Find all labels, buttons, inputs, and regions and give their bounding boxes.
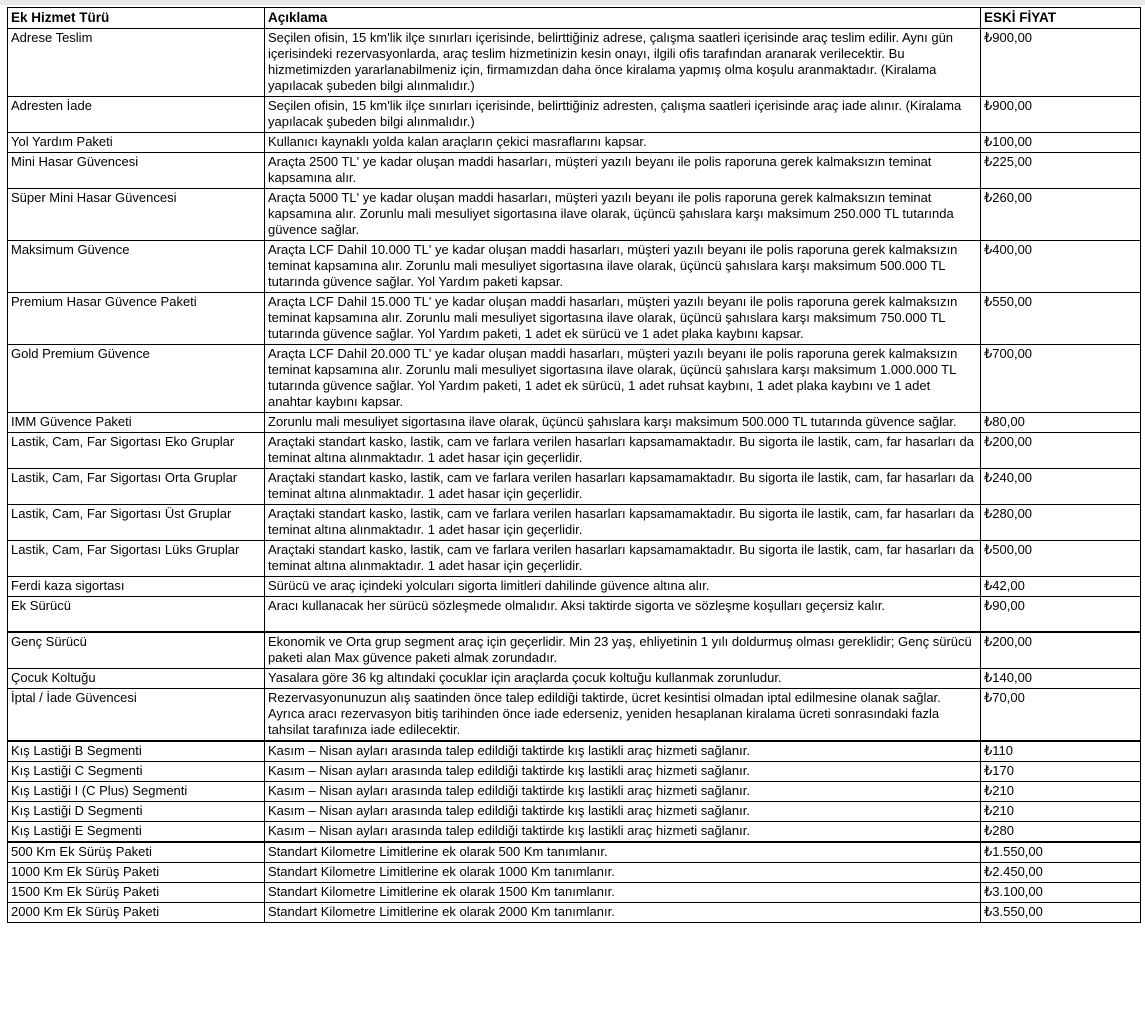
old-price-cell: ₺210 — [981, 802, 1141, 822]
old-price-cell: ₺3.550,00 — [981, 903, 1141, 923]
table-row — [8, 133, 1141, 153]
old-price-cell: ₺240,00 — [981, 469, 1141, 505]
old-price-cell: ₺500,00 — [981, 541, 1141, 577]
description-cell: Seçilen ofisin, 15 km'lik ilçe sınırları içerisinde, belirttiğiniz adresten, çalışma saatleri içerisinde araç iade alınır. (Kiralama yapılacak şubeden bilgi alınmalıdır.) — [265, 97, 981, 133]
table-row — [8, 822, 1141, 843]
description-cell: Kasım – Nisan ayları arasında talep edildiği taktirde kış lastikli araç hizmeti sağlanır. — [265, 822, 981, 843]
service-name-cell: Mini Hasar Güvencesi — [8, 153, 265, 189]
description-cell: Kullanıcı kaynaklı yolda kalan araçların çekici masraflarını kapsar. — [265, 133, 981, 153]
old-price-cell: ₺140,00 — [981, 669, 1141, 689]
header-row — [8, 8, 1141, 29]
service-name-cell: Adrese Teslim — [8, 29, 265, 97]
old-price-cell: ₺225,00 — [981, 153, 1141, 189]
table-row — [8, 345, 1141, 413]
table-row — [8, 541, 1141, 577]
old-price-cell: ₺2.450,00 — [981, 863, 1141, 883]
old-price-cell: ₺3.100,00 — [981, 883, 1141, 903]
description-cell: Standart Kilometre Limitlerine ek olarak 1000 Km tanımlanır. — [265, 863, 981, 883]
table-row — [8, 413, 1141, 433]
table-row — [8, 669, 1141, 689]
description-cell: Araçta 5000 TL' ye kadar oluşan maddi hasarları, müşteri yazılı beyanı ile polis raporuna gerek kalmaksızın teminat kapsamına alır. Zorunlu mali mesuliyet sigortasına ilave olarak, üçüncü şahıslara karşı maksimum 250.000 TL tutarında güvence sağlar. — [265, 189, 981, 241]
service-name-cell: Lastik, Cam, Far Sigortası Üst Gruplar — [8, 505, 265, 541]
description-cell: Zorunlu mali mesuliyet sigortasına ilave olarak, üçüncü şahıslara karşı maksimum 500.000 TL tutarında güvence sağlar. — [265, 413, 981, 433]
service-name-cell: Yol Yardım Paketi — [8, 133, 265, 153]
description-cell: Standart Kilometre Limitlerine ek olarak 500 Km tanımlanır. — [265, 842, 981, 863]
service-name-cell: Lastik, Cam, Far Sigortası Orta Gruplar — [8, 469, 265, 505]
table-row — [8, 597, 1141, 633]
service-name-cell: 1000 Km Ek Sürüş Paketi — [8, 863, 265, 883]
table-header — [8, 8, 1141, 29]
old-price-cell: ₺200,00 — [981, 632, 1141, 669]
description-cell: Standart Kilometre Limitlerine ek olarak 1500 Km tanımlanır. — [265, 883, 981, 903]
service-name-cell: Ferdi kaza sigortası — [8, 577, 265, 597]
table-row — [8, 189, 1141, 241]
service-name-cell: 500 Km Ek Sürüş Paketi — [8, 842, 265, 863]
table-row — [8, 903, 1141, 923]
description-cell: Araçtaki standart kasko, lastik, cam ve farlara verilen hasarları kapsamamaktadır. Bu sigorta ile lastik, cam, far hasarları da teminat altına alınmaktadır. 1 adet hasar için geçerlidir. — [265, 433, 981, 469]
table-row — [8, 293, 1141, 345]
table-row — [8, 782, 1141, 802]
column-header-service-type: Ek Hizmet Türü — [8, 8, 265, 29]
table-row — [8, 153, 1141, 189]
column-header-old-price: ESKİ FİYAT — [981, 8, 1141, 29]
service-name-cell: Premium Hasar Güvence Paketi — [8, 293, 265, 345]
service-name-cell: Maksimum Güvence — [8, 241, 265, 293]
column-header-description: Açıklama — [265, 8, 981, 29]
description-cell: Aracı kullanacak her sürücü sözleşmede olmalıdır. Aksi taktirde sigorta ve sözleşme koşulları geçersiz kalır. — [265, 597, 981, 633]
table-row — [8, 505, 1141, 541]
service-name-cell: Lastik, Cam, Far Sigortası Eko Gruplar — [8, 433, 265, 469]
table-row — [8, 632, 1141, 669]
description-cell: Araçta LCF Dahil 10.000 TL' ye kadar oluşan maddi hasarları, müşteri yazılı beyanı ile polis raporuna gerek kalmaksızın teminat kapsamına alır. Zorunlu mali mesuliyet sigortasına ilave olarak, üçüncü şahıslara karşı maksimum 500.000 TL tutarında güvence sağlar. Yol Yardım paketi kapsar. — [265, 241, 981, 293]
description-cell: Araçta 2500 TL' ye kadar oluşan maddi hasarları, müşteri yazılı beyanı ile polis raporuna gerek kalmaksızın teminat kapsamına alır. — [265, 153, 981, 189]
old-price-cell: ₺200,00 — [981, 433, 1141, 469]
table-row — [8, 469, 1141, 505]
table-row — [8, 577, 1141, 597]
old-price-cell: ₺900,00 — [981, 29, 1141, 97]
service-name-cell: Gold Premium Güvence — [8, 345, 265, 413]
service-name-cell: Ek Sürücü — [8, 597, 265, 633]
old-price-cell: ₺550,00 — [981, 293, 1141, 345]
old-price-cell: ₺90,00 — [981, 597, 1141, 633]
old-price-cell: ₺210 — [981, 782, 1141, 802]
table-row — [8, 433, 1141, 469]
table-row — [8, 241, 1141, 293]
service-name-cell: 2000 Km Ek Sürüş Paketi — [8, 903, 265, 923]
table-row — [8, 842, 1141, 863]
table-row — [8, 762, 1141, 782]
service-name-cell: Süper Mini Hasar Güvencesi — [8, 189, 265, 241]
description-cell: Kasım – Nisan ayları arasında talep edildiği taktirde kış lastikli araç hizmeti sağlanır. — [265, 741, 981, 762]
old-price-cell: ₺70,00 — [981, 689, 1141, 742]
description-cell: Araçtaki standart kasko, lastik, cam ve farlara verilen hasarları kapsamamaktadır. Bu sigorta ile lastik, cam, far hasarları da teminat altına alınmaktadır. 1 adet hasar için geçerlidir. — [265, 541, 981, 577]
description-cell: Kasım – Nisan ayları arasında talep edildiği taktirde kış lastikli araç hizmeti sağlanır. — [265, 762, 981, 782]
description-cell: Kasım – Nisan ayları arasında talep edildiği taktirde kış lastikli araç hizmeti sağlanır. — [265, 802, 981, 822]
service-name-cell: Kış Lastiği D Segmenti — [8, 802, 265, 822]
description-cell: Araçta LCF Dahil 15.000 TL' ye kadar oluşan maddi hasarları, müşteri yazılı beyanı ile polis raporuna gerek kalmaksızın teminat kapsamına alır. Zorunlu mali mesuliyet sigortasına ilave olarak, üçüncü şahıslara karşı maksimum 750.000 TL tutarında güvence sağlar. Yol Yardım paketi, 1 adet ek sürücü ve 1 adet plaka kaybını kapsar. — [265, 293, 981, 345]
old-price-cell: ₺280,00 — [981, 505, 1141, 541]
old-price-cell: ₺280 — [981, 822, 1141, 843]
table-row — [8, 689, 1141, 742]
service-name-cell: Genç Sürücü — [8, 632, 265, 669]
service-name-cell: Lastik, Cam, Far Sigortası Lüks Gruplar — [8, 541, 265, 577]
service-name-cell: Adresten İade — [8, 97, 265, 133]
table-row — [8, 29, 1141, 97]
extra-services-price-table — [7, 7, 1141, 923]
table-row — [8, 97, 1141, 133]
description-cell: Araçtaki standart kasko, lastik, cam ve farlara verilen hasarları kapsamamaktadır. Bu sigorta ile lastik, cam, far hasarları da teminat altına alınmaktadır. 1 adet hasar için geçerlidir. — [265, 469, 981, 505]
table-body — [8, 29, 1141, 923]
old-price-cell: ₺900,00 — [981, 97, 1141, 133]
description-cell: Araçta LCF Dahil 20.000 TL' ye kadar oluşan maddi hasarları, müşteri yazılı beyanı ile polis raporuna gerek kalmaksızın teminat kapsamına alır. Zorunlu mali mesuliyet sigortasına ilave olarak, üçüncü şahıslara karşı maksimum 1.000.000 TL tutarında güvence sağlar. Yol Yardım paketi, 1 adet ek sürücü, 1 adet ruhsat kaybını, 1 adet plaka kaybını ve 1 adet anahtar kaybını kapsar. — [265, 345, 981, 413]
service-name-cell: Kış Lastiği E Segmenti — [8, 822, 265, 843]
table-row — [8, 741, 1141, 762]
old-price-cell: ₺170 — [981, 762, 1141, 782]
description-cell: Yasalara göre 36 kg altındaki çocuklar için araçlarda çocuk koltuğu kullanmak zorunludur. — [265, 669, 981, 689]
service-name-cell: Kış Lastiği I (C Plus) Segmenti — [8, 782, 265, 802]
old-price-cell: ₺700,00 — [981, 345, 1141, 413]
old-price-cell: ₺1.550,00 — [981, 842, 1141, 863]
old-price-cell: ₺260,00 — [981, 189, 1141, 241]
service-name-cell: 1500 Km Ek Sürüş Paketi — [8, 883, 265, 903]
service-name-cell: IMM Güvence Paketi — [8, 413, 265, 433]
old-price-cell: ₺110 — [981, 741, 1141, 762]
old-price-cell: ₺80,00 — [981, 413, 1141, 433]
table-row — [8, 863, 1141, 883]
window-edge-strip — [0, 0, 1145, 5]
description-cell: Kasım – Nisan ayları arasında talep edildiği taktirde kış lastikli araç hizmeti sağlanır. — [265, 782, 981, 802]
description-cell: Seçilen ofisin, 15 km'lik ilçe sınırları içerisinde, belirttiğiniz adrese, çalışma saatleri içerisinde araç teslim edilir. Aynı gün içerisindeki rezervasyonlarda, araç teslim hizmetinizin kesin onayı, ilgili ofis tarafından aranarak verilecektir. Bu hizmetimizden yararlanabilmeniz için, firmamızdan daha önce kiralama yapmış olma koşulu aranmaktadır. (Kiralama yapılacak şubeden bilgi alınmalıdır.) — [265, 29, 981, 97]
old-price-cell: ₺400,00 — [981, 241, 1141, 293]
description-cell: Araçtaki standart kasko, lastik, cam ve farlara verilen hasarları kapsamamaktadır. Bu sigorta ile lastik, cam, far hasarları da teminat altına alınmaktadır. 1 adet hasar için geçerlidir. — [265, 505, 981, 541]
table-row — [8, 883, 1141, 903]
description-cell: Ekonomik ve Orta grup segment araç için geçerlidir. Min 23 yaş, ehliyetinin 1 yılı doldurmuş olması gereklidir; Genç sürücü paketi alan Max güvence paketi almak zorundadır. — [265, 632, 981, 669]
table-row — [8, 802, 1141, 822]
old-price-cell: ₺100,00 — [981, 133, 1141, 153]
description-cell: Rezervasyonunuzun alış saatinden önce talep edildiği taktirde, ücret kesintisi olmadan iptal edilmesine olanak sağlar. Ayrıca aracı rezervasyon bitiş tarihinden önce iade ederseniz, yeniden hesaplanan kiralama ücreti sonrasındaki fazla tahsilat tarafınıza iade edilecektir. — [265, 689, 981, 742]
service-name-cell: Kış Lastiği B Segmenti — [8, 741, 265, 762]
service-name-cell: İptal / İade Güvencesi — [8, 689, 265, 742]
description-cell: Standart Kilometre Limitlerine ek olarak 2000 Km tanımlanır. — [265, 903, 981, 923]
description-cell: Sürücü ve araç içindeki yolcuları sigorta limitleri dahilinde güvence altına alır. — [265, 577, 981, 597]
old-price-cell: ₺42,00 — [981, 577, 1141, 597]
service-name-cell: Kış Lastiği C Segmenti — [8, 762, 265, 782]
service-name-cell: Çocuk Koltuğu — [8, 669, 265, 689]
